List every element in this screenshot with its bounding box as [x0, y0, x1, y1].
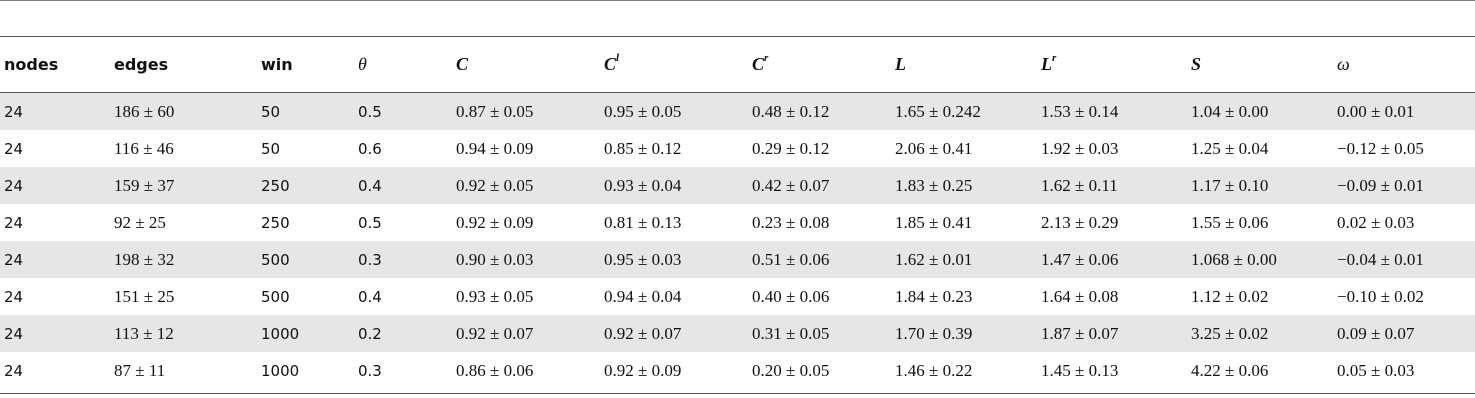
column-header-c-random-symbol: C [752, 54, 765, 74]
cell-c: 0.93 ± 0.05 [456, 286, 534, 306]
table-row [0, 278, 1475, 315]
table-row [0, 352, 1475, 389]
column-header-l-symbol: L [895, 54, 906, 74]
column-header-c-lattice [600, 37, 748, 93]
cell-omega: −0.04 ± 0.01 [1333, 241, 1475, 278]
column-header-l-random-superscript: r [1052, 52, 1057, 64]
cell-theta: 0.5 [354, 93, 452, 131]
cell-omega: −0.10 ± 0.02 [1337, 286, 1424, 306]
column-header-c-random-superscript: r [764, 52, 769, 64]
table-bottom-rule [0, 393, 1475, 394]
cell-c-random: 0.29 ± 0.12 [752, 138, 830, 158]
cell-c-random: 0.40 ± 0.06 [752, 286, 830, 306]
table-header [0, 37, 1475, 93]
table-row [0, 130, 1475, 167]
cell-c: 0.92 ± 0.05 [452, 167, 600, 204]
cell-l-random: 1.64 ± 0.08 [1041, 286, 1119, 306]
column-header-edges: edges [110, 37, 257, 93]
column-header-c [452, 37, 600, 93]
table-row [0, 204, 1475, 241]
cell-c-random: 0.42 ± 0.07 [748, 167, 891, 204]
cell-c-lattice: 0.81 ± 0.13 [604, 212, 682, 232]
cell-l: 1.65 ± 0.242 [891, 93, 1037, 131]
cell-nodes: 24 [0, 167, 110, 204]
cell-s: 1.04 ± 0.00 [1187, 93, 1333, 131]
cell-edges: 151 ± 25 [114, 286, 175, 306]
cell-l: 1.46 ± 0.22 [895, 360, 973, 380]
cell-c: 0.92 ± 0.07 [452, 315, 600, 352]
column-header-s-symbol: S [1191, 54, 1202, 74]
column-header-l [891, 37, 1037, 93]
column-header-l-random [1037, 37, 1187, 93]
cell-s: 1.12 ± 0.02 [1191, 286, 1269, 306]
table-body [0, 93, 1475, 390]
cell-c-random: 0.31 ± 0.05 [748, 315, 891, 352]
column-header-c-lattice-symbol: C [604, 54, 617, 74]
header-row [0, 37, 1475, 93]
cell-omega: 0.05 ± 0.03 [1337, 360, 1415, 380]
cell-omega: 0.00 ± 0.01 [1333, 93, 1475, 131]
cell-c: 0.87 ± 0.05 [452, 93, 600, 131]
cell-nodes: 24 [0, 241, 110, 278]
cell-s: 1.25 ± 0.04 [1191, 138, 1269, 158]
cell-c-random: 0.23 ± 0.08 [752, 212, 830, 232]
cell-nodes: 24 [4, 139, 24, 158]
network-statistics-table [0, 37, 1475, 389]
cell-c-lattice: 0.95 ± 0.03 [600, 241, 748, 278]
cell-c-lattice: 0.92 ± 0.09 [604, 360, 682, 380]
cell-c-lattice: 0.93 ± 0.04 [600, 167, 748, 204]
cell-theta: 0.4 [354, 167, 452, 204]
cell-win: 1000 [257, 315, 354, 352]
cell-c: 0.94 ± 0.09 [456, 138, 534, 158]
cell-l-random: 1.47 ± 0.06 [1037, 241, 1187, 278]
cell-l: 1.62 ± 0.01 [891, 241, 1037, 278]
cell-c-lattice: 0.85 ± 0.12 [604, 138, 682, 158]
cell-edges: 87 ± 11 [114, 360, 166, 380]
cell-edges: 92 ± 25 [114, 212, 166, 232]
cell-nodes: 24 [0, 93, 110, 131]
cell-edges: 159 ± 37 [110, 167, 257, 204]
cell-win: 500 [261, 287, 290, 306]
cell-nodes: 24 [4, 213, 24, 232]
cell-theta: 0.2 [354, 315, 452, 352]
cell-omega: −0.09 ± 0.01 [1333, 167, 1475, 204]
cell-theta: 0.6 [358, 139, 382, 158]
column-header-nodes: nodes [0, 37, 110, 93]
cell-c-random: 0.20 ± 0.05 [752, 360, 830, 380]
cell-theta: 0.4 [358, 287, 382, 306]
cell-s: 1.55 ± 0.06 [1191, 212, 1269, 232]
cell-omega: 0.02 ± 0.03 [1337, 212, 1415, 232]
cell-nodes: 24 [0, 315, 110, 352]
column-header-c-lattice-superscript: l [616, 52, 620, 64]
cell-win: 250 [257, 167, 354, 204]
cell-l-random: 1.92 ± 0.03 [1041, 138, 1119, 158]
cell-s: 1.068 ± 0.00 [1187, 241, 1333, 278]
cell-edges: 116 ± 46 [114, 138, 174, 158]
cell-l: 2.06 ± 0.41 [895, 138, 973, 158]
cell-c: 0.92 ± 0.09 [456, 212, 534, 232]
table-row [0, 241, 1475, 278]
cell-s: 4.22 ± 0.06 [1191, 360, 1269, 380]
cell-c-random: 0.51 ± 0.06 [748, 241, 891, 278]
column-header-omega: ω [1333, 37, 1475, 93]
cell-win: 50 [257, 93, 354, 131]
column-header-theta: θ [354, 37, 452, 93]
cell-l-random: 2.13 ± 0.29 [1041, 212, 1119, 232]
table-row [0, 167, 1475, 204]
cell-s: 3.25 ± 0.02 [1187, 315, 1333, 352]
cell-edges: 113 ± 12 [110, 315, 257, 352]
cell-win: 250 [261, 213, 290, 232]
cell-theta: 0.5 [358, 213, 382, 232]
cell-l: 1.83 ± 0.25 [891, 167, 1037, 204]
cell-edges: 186 ± 60 [110, 93, 257, 131]
cell-edges: 198 ± 32 [110, 241, 257, 278]
cell-c-lattice: 0.95 ± 0.05 [600, 93, 748, 131]
cell-c: 0.90 ± 0.03 [452, 241, 600, 278]
cell-win: 1000 [261, 361, 300, 380]
cell-l-random: 1.62 ± 0.11 [1037, 167, 1187, 204]
cell-l: 1.84 ± 0.23 [895, 286, 973, 306]
column-header-s [1187, 37, 1333, 93]
cell-win: 50 [261, 139, 281, 158]
cell-l-random: 1.53 ± 0.14 [1037, 93, 1187, 131]
cell-l-random: 1.45 ± 0.13 [1041, 360, 1119, 380]
table-row [0, 93, 1475, 131]
cell-nodes: 24 [4, 287, 24, 306]
cell-s: 1.17 ± 0.10 [1187, 167, 1333, 204]
column-header-win: win [257, 37, 354, 93]
cell-win: 500 [257, 241, 354, 278]
table-top-rule [0, 0, 1475, 1]
column-header-c-symbol: C [456, 54, 469, 74]
cell-omega: −0.12 ± 0.05 [1337, 138, 1424, 158]
cell-nodes: 24 [4, 361, 24, 380]
column-header-c-random [748, 37, 891, 93]
column-header-l-random-symbol: L [1041, 54, 1052, 74]
cell-theta: 0.3 [358, 361, 382, 380]
table-row [0, 315, 1475, 352]
cell-c: 0.86 ± 0.06 [456, 360, 534, 380]
cell-theta: 0.3 [354, 241, 452, 278]
cell-l: 1.85 ± 0.41 [895, 212, 973, 232]
cell-l-random: 1.87 ± 0.07 [1037, 315, 1187, 352]
cell-c-lattice: 0.92 ± 0.07 [600, 315, 748, 352]
cell-c-lattice: 0.94 ± 0.04 [604, 286, 682, 306]
cell-omega: 0.09 ± 0.07 [1333, 315, 1475, 352]
cell-l: 1.70 ± 0.39 [891, 315, 1037, 352]
cell-c-random: 0.48 ± 0.12 [748, 93, 891, 131]
